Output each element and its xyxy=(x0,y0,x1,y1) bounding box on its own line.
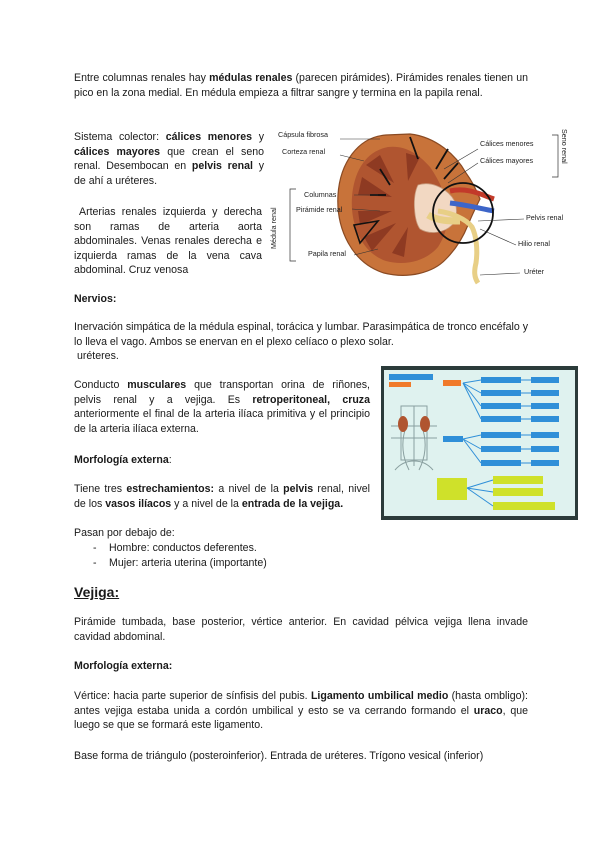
label-hilio: Hilio renal xyxy=(518,239,550,248)
kidney-diagram xyxy=(268,125,580,285)
vejiga-paragraph: Pirámide tumbada, base posterior, vértice anterior. En cavidad pélvica vejiga llena invade cavidad abdominal. xyxy=(74,616,528,643)
label-medula: Médula renal xyxy=(269,207,278,249)
label-corteza: Corteza renal xyxy=(282,147,326,156)
ureteres-word: uréteres. xyxy=(77,350,119,362)
base-paragraph: Base forma de triángulo (posteroinferior). Entrada de uréteres. Trígono vesical (inferior) xyxy=(74,750,484,762)
conducto-paragraph: Conducto musculares que transportan orina de riñones, pelvis renal y a vejiga. Es retroperitoneal, cruza anteriormente el final de la arteria ilíaca primitiva y el principio de la arteria ilíaca externa. xyxy=(74,379,370,435)
estrechamientos-paragraph: Tiene tres estrechamientos: a nivel de la pelvis renal, nivel de los vasos ilíacos y a nivel de la entrada de la vejiga. xyxy=(74,483,370,510)
pasan-list xyxy=(109,541,267,570)
ureter-slide-photo xyxy=(381,366,578,520)
label-papila: Papila renal xyxy=(308,249,346,258)
morfologia-heading-vejiga: Morfología externa: xyxy=(74,660,173,672)
vertice-paragraph: Vértice: hacia parte superior de sínfisis del pubis. Ligamento umbilical medio (hasta ombligo): antes vejiga estaba unida a cordón umbilical y esto se va cerrando formando el uraco, que luego se que se formará este ligamento. xyxy=(74,690,529,731)
arteries-paragraph: Arterias renales izquierda y derecha son ramas de arteria aorta abdominales. Venas renales derecha e izquierda ramas de la vena cava abdominal. Cruz venosa xyxy=(74,206,262,276)
label-capsula: Cápsula fibrosa xyxy=(278,130,328,139)
vejiga-heading: Vejiga: xyxy=(74,584,120,600)
list-item: - Hombre: conductos deferentes. xyxy=(109,541,267,556)
label-piramide: Pirámide renal xyxy=(296,205,343,214)
collector-paragraph: Sistema colector: cálices menores y cálices mayores que crean el seno renal. Desembocan en pelvis renal y de ahí a uréteres. xyxy=(74,131,264,187)
list-item: - Mujer: arteria uterina (importante) xyxy=(109,556,267,571)
morfologia-heading-ureter: Morfología externa: xyxy=(74,454,172,466)
label-seno: Seno renal xyxy=(560,129,569,164)
pasan-intro: Pasan por debajo de: xyxy=(74,527,175,539)
label-pelvis: Pelvis renal xyxy=(526,213,564,222)
label-columnas: Columnas xyxy=(304,190,337,199)
label-calices-menores: Cálices menores xyxy=(480,139,534,148)
label-ureter: Uréter xyxy=(524,267,544,276)
nervios-heading: Nervios: xyxy=(74,293,117,305)
ureter-slide-illustration xyxy=(381,366,578,520)
nervios-paragraph: Inervación simpática de la médula espinal, torácica y lumbar. Parasimpática de tronco encéfalo y lo lleva el vago. Ambos se enervan en el plexo celíaco o plexo solar. xyxy=(74,321,528,348)
label-calices-mayores: Cálices mayores xyxy=(480,156,534,165)
intro-paragraph: Entre columnas renales hay médulas renales (parecen pirámides). Pirámides renales tienen un pico en la zona medial. En médula empieza a filtrar sangre y termina en la papila renal. xyxy=(74,72,529,99)
